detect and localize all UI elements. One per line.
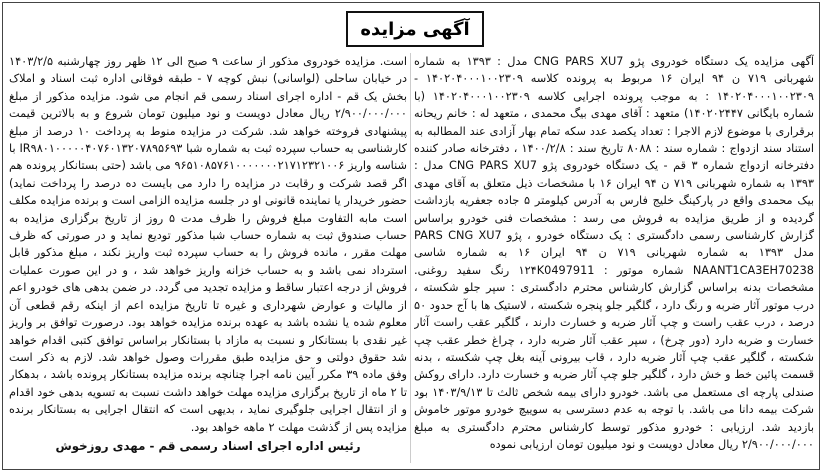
- right-column-text: آگهی مزایده یک دستگاه خودروی پژو CNG PARS XU7 مدل : ۱۳۹۳ به شماره شهربانی ۷۱۹ ن ۹۴ ایران ۱۶ مربوط به پرونده کلاسه ۱۴۰۲۰۴۰۰۰۱۰۰۲۳۰۹ - ۱۴۰۲۰۴۰۰۰۱۰۰۲۳۰۹ : به موجب پرونده اجرایی کلاسه ۱۴۰۲۰۴۰۰۰۱۰۰۲۳۰۹ (با شماره بایگانی ۱۴۰۲۰۲۴۴۷) متعهد : آقای مهدی بیگ محمدی ، متعهد له : خانم ریحانه برقراری با موضوع لازم الاجرا : تعداد یکصد عدد سکه تمام بهار آزادی عند المطالبه به استناد سند ازدواج : شماره سند : ۸۰۸۸ تاریخ سند : ۱۴۰۰/۲/۸ ، دفترخانه صادر کننده دفترخانه ازدواج شماره ۳ قم - یک دستگاه خودروی پژو CNG PARS XU7 مدل : ۱۳۹۳ به شماره شهربانی ۷۱۹ ن ۹۴ ایران ۱۶ با مشخصات ذیل متعلق به آقای مهدی بیک محمدی واقع در پارکینگ خلیج فارس به آدرس کیلومتر ۵ جاده جعفریه بازداشت گردیده و از طریق مزایده به فروش می رسد : مشخصات فنی خودرو براساس گزارش کارشناسی رسمی دادگستری : یک دستگاه خودرو ، پژو PARS CNG XU7 مدل ۱۳۹۳ به شماره شهربانی ۷۱۹ ن ۹۴ ایران ۱۶ به شماره شاسی NAANT1CA3EH70238 شماره موتور : ۱۲۴K0497911 رنگ سفید روغنی. مشخصات بدنه براساس گزارش کارشناس محترم دادگستری : سپر جلو شکسته ، درب موتور آثار ضربه و رنگ دارد ، گلگیر جلو پنجره شکسته ، لاستیک ها با آج حدود ۵۰ درصد ، درب عقب راست و چپ آثار ضربه و خسارت دارند ، گلگیر عقب راست آثار خسارت و ضربه دارد (دور چرخ) ، سپر عقب آثار ضربه دارد ، چراغ خطر عقب چپ شکسته ، گلگیر عقب چپ آثار ضربه دارد ، قاب بیرونی آینه بغل چپ شکسته ، بدنه قسمت پائین خط و خش دارد ، گلگیر جلو چپ آثار ضربه و خسارت دارد. دارای روکش صندلی پارچه ای مستعمل می باشد. خودرو دارای بیمه شخص ثالث تا ۱۴۰۳/۹/۱۳ بود شرکت بیمه دانا می باشد. با توجه به عدم دسترسی به سوییچ خودرو موتور خاموش بازدید شد. ارزیابی : خودرو مذکور توسط کارشناس محترم دادگستری به مبلغ ۲/۹۰۰/۰۰۰/۰۰۰ ریال معادل دویست و نود میلیون تومان ارزیابی نموده: [414, 55, 814, 451]
- notice-title: آگهی مزایده: [360, 18, 470, 40]
- column-divider: [410, 53, 411, 463]
- right-column: [414, 53, 814, 465]
- left-column-text: است. مزایده خودروی مذکور از ساعت ۹ صبح الی ۱۲ ظهر روز چهارشنبه ۱۴۰۳/۲/۵ در خیابان ساحلی (لواسانی) نبش کوچه ۷ - طبقه فوقانی اداره ثبت اسناد و املاک بخش یک قم - اداره اجرای اسناد رسمی قم انجام می شود. مزایده مذکور از مبلغ ۲/۹۰۰/۰۰۰/۰۰۰ ریال معادل دویست و نود میلیون تومان شروع و به بالاترین قیمت پیشنهادی فروخته خواهد شد. شرکت در مزایده منوط به پرداخت ۱۰ درصد از مبلغ کارشناسی به حساب سپرده ثبت به شماره شبا IR۹۸۰۱۰۰۰۰۰۴۰۷۶۰۱۳۲۰۷۸۹۵۶۹۳ با شناسه واریز ۹۶۵۱۰۸۵۷۶۱۰۰۰۰۰۰۰۲۱۷۱۲۳۲۱۰۰۶ می باشد (حتی بستانکار پرونده هم اگر قصد شرکت و رقابت در مزایده را دارد می بایست ده درصد را پرداخت نماید) حضور خریدار یا نماینده قانونی او در جلسه مزایده الزامی است و برنده مزایده مکلف است مابه التفاوت مبلغ فروش را ظرف مدت ۵ روز از تاریخ برگزاری مزایده به حساب صندوق ثبت به شماره حساب شبا مذکور تودیع نماید و در صورتی که ظرف مهلت مقرر ، مانده فروش را به حساب سپرده ثبت واریز نکند ، مبلغ مذکور قابل استرداد نمی باشد و به حساب خزانه واریز خواهد شد ، و در این صورت عملیات فروش از درجه اعتبار ساقط و مزایده تجدید می گردد. در ضمن بدهی های خودرو اعم از مالیات و عوارض شهرداری و غیره تا تاریخ مزایده اعم از اینکه رقم قطعی آن معلوم شده یا نشده باشد به عهده برنده مزایده خواهد بود. درصورت توافق بر واریز غیر نقدی با بستانکار و نسبت به مازاد با بستانکار براساس توافق کتبی اقدام خواهد شد حقوق دولتی و حق مزایده طبق مقررات وصول خواهد شد. لازم به ذکر است وفق ماده ۳۹ مکرر آیین نامه اجرا چنانچه برنده مزایده بستانکار پرونده باشد ، بدهکار تا ۲ ماه از تاریخ برگزاری مزایده مهلت خواهد داشت نسبت به تسویه بدهی خود اقدام و از انتقال اجرایی جلوگیری نماید ، بدیهی است که انتقال اجرایی به بستانکار برنده مزایده پس از گذشت مهلت ۲ ماهه خواهد بود.: [9, 55, 407, 434]
- left-column: [9, 53, 407, 465]
- signature: رئیس اداره اجرای اسناد رسمی قم - مهدی روزخوش: [55, 438, 361, 453]
- title-box: [346, 11, 484, 47]
